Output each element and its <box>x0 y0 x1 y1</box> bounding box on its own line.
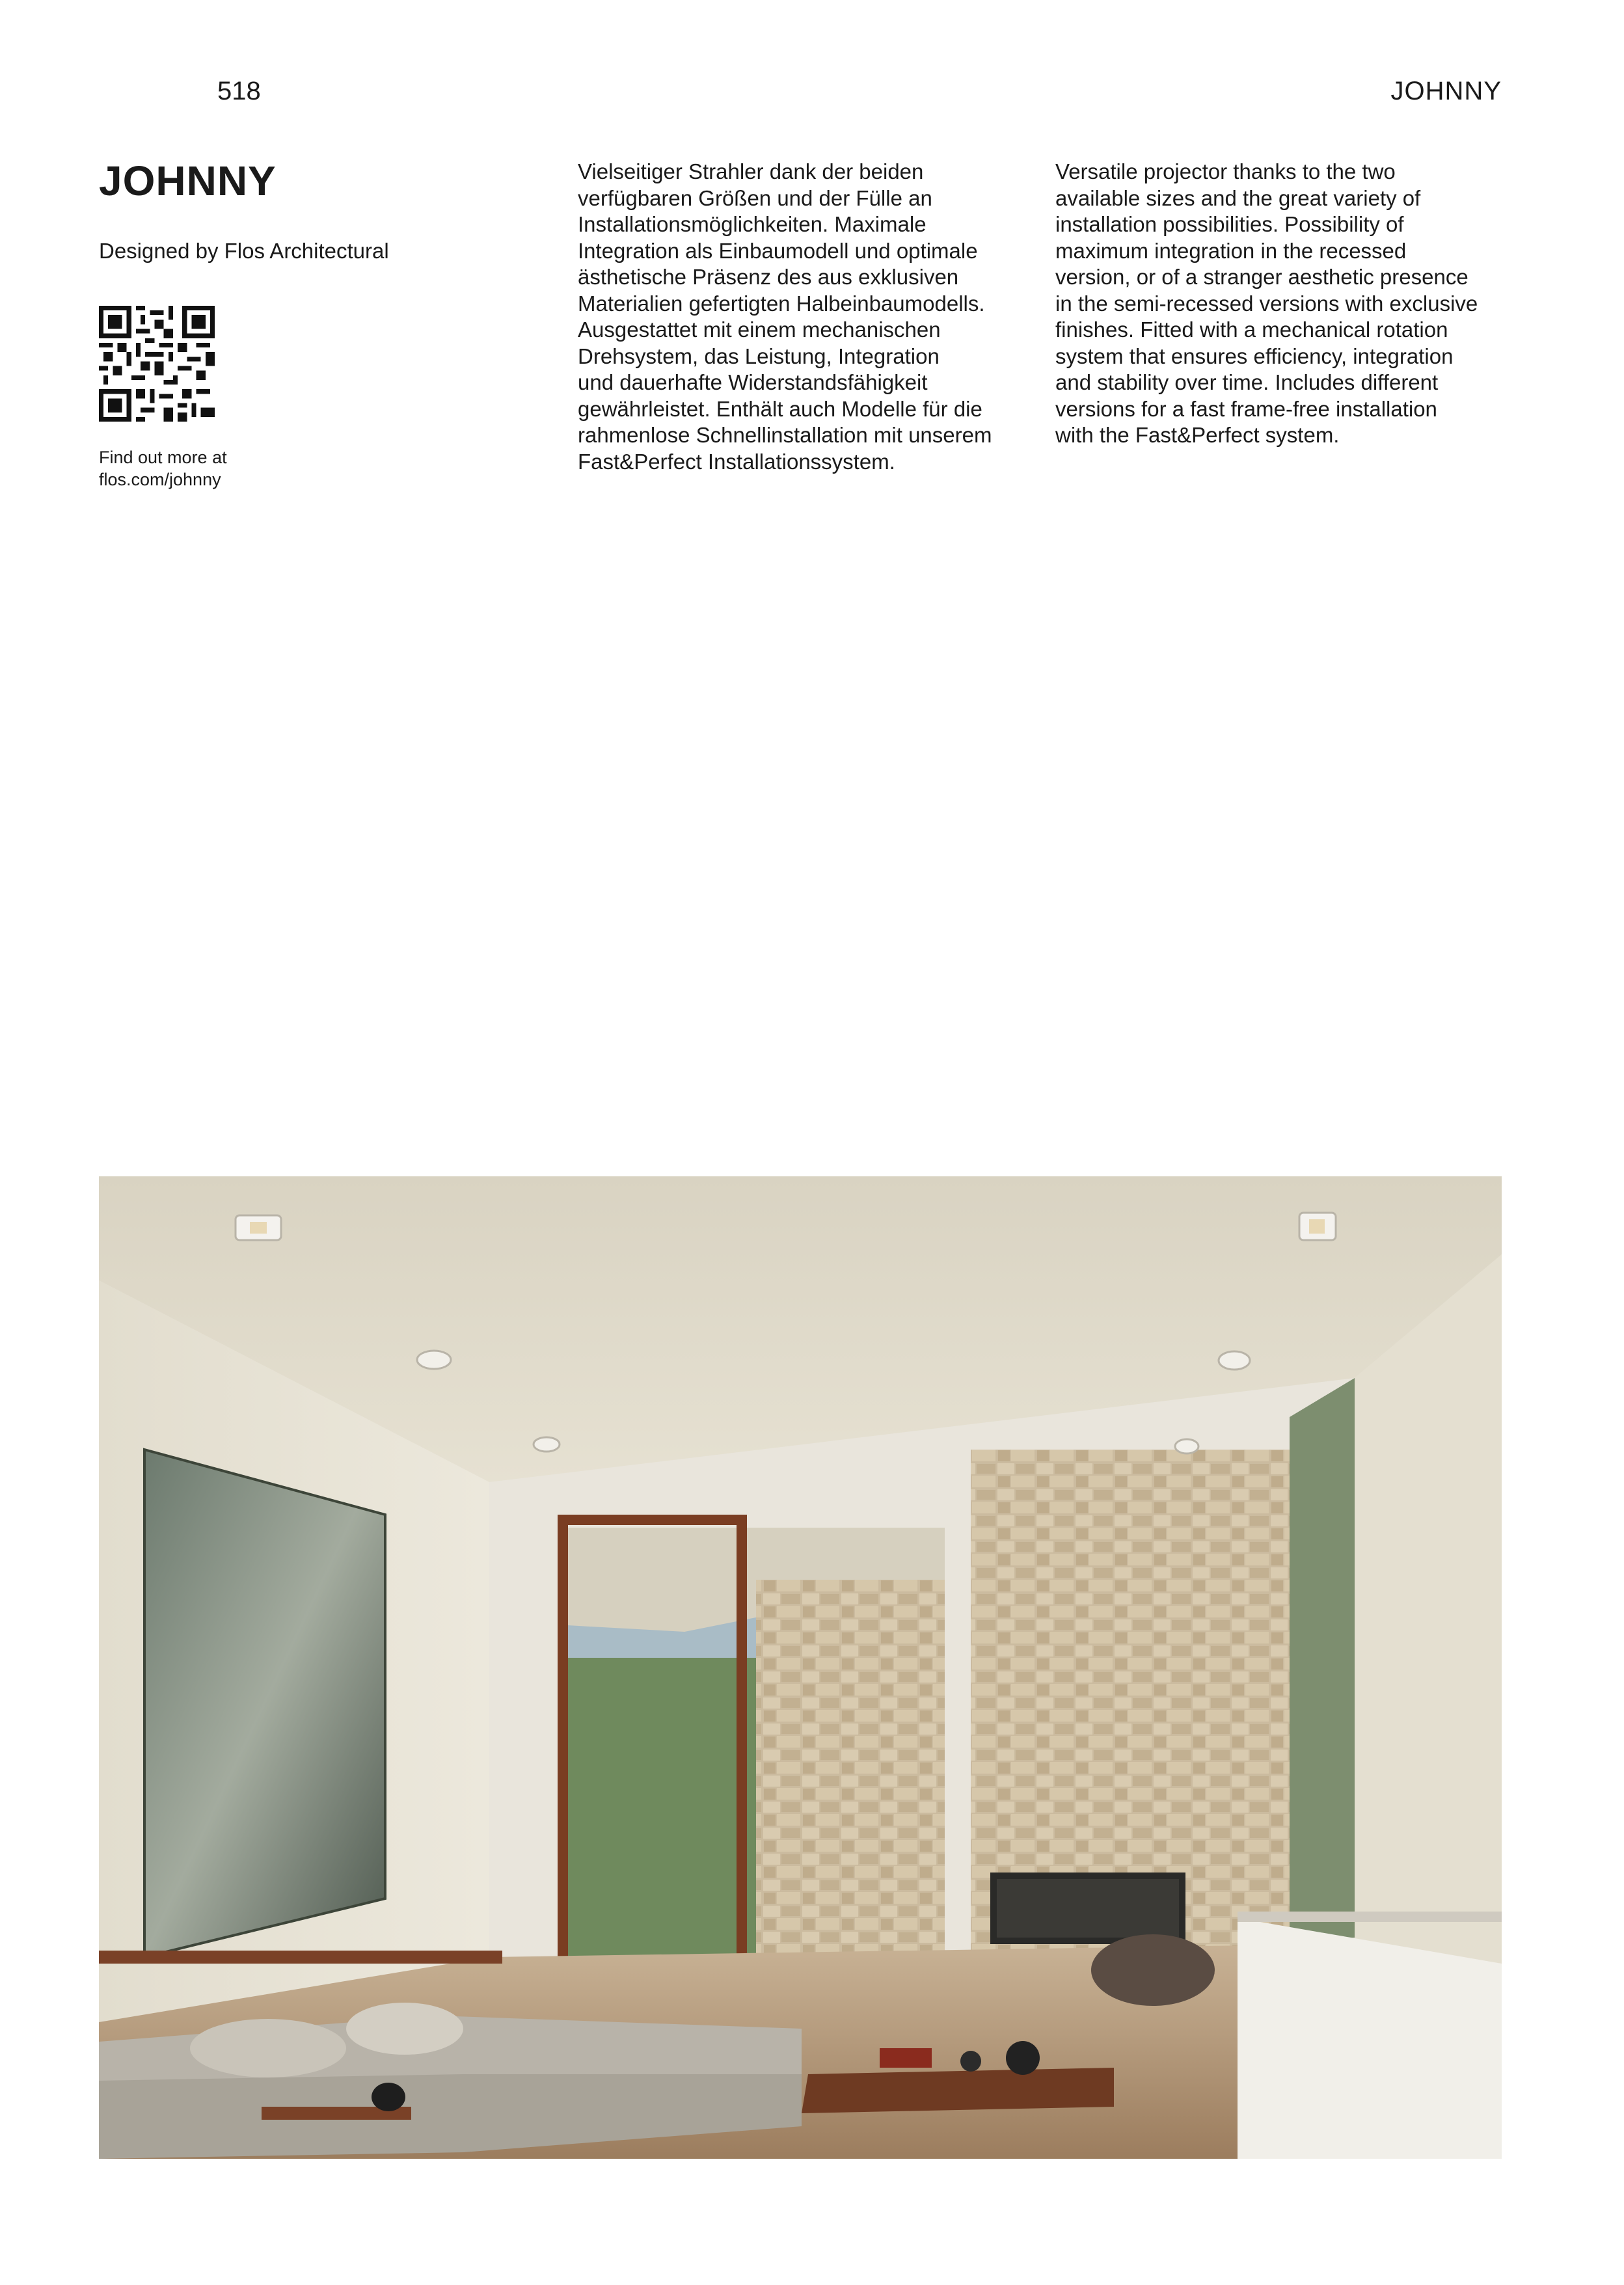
running-title: JOHNNY <box>1390 77 1502 105</box>
text-line: Installationsmöglichkeiten. Maximale <box>578 212 927 236</box>
text-line: Ausgestattet mit einem mechanischen <box>578 318 941 342</box>
text-line: installation possibilities. Possibility of <box>1055 212 1404 236</box>
product-url[interactable]: flos.com/johnny <box>99 470 221 489</box>
description-german <box>578 159 1020 475</box>
text-line: maximum integration in the recessed <box>1055 238 1407 263</box>
text-line: Integration als Einbaumodell und optimale <box>578 238 978 263</box>
text-line: rahmenlose Schnellinstallation mit unserem <box>578 423 992 447</box>
text-line: gewährleistet. Enthält auch Modelle für die <box>578 396 982 421</box>
designer-credit: Designed by Flos Architectural <box>99 239 389 263</box>
text-line: system that ensures efficiency, integration <box>1055 344 1454 368</box>
text-line: version, or of a stranger aesthetic presence <box>1055 265 1468 289</box>
text-line: available sizes and the great variety of <box>1055 185 1421 210</box>
description-english <box>1055 159 1504 449</box>
text-line: Vielseitiger Strahler dank der beiden <box>578 159 924 183</box>
text-line: und dauerhafte Widerstandsfähigkeit <box>578 370 928 394</box>
text-line: ästhetische Präsenz des aus exklusiven <box>578 265 959 289</box>
text-line: Materialien gefertigten Halbeinbaumodells. <box>578 291 985 316</box>
qr-code-icon <box>99 306 215 422</box>
text-line: finishes. Fitted with a mechanical rotation <box>1055 318 1448 342</box>
text-line: Drehsystem, das Leistung, Integration <box>578 344 940 368</box>
text-line: verfügbaren Größen und der Fülle an <box>578 185 932 210</box>
text-line: and stability over time. Includes different <box>1055 370 1439 394</box>
find-out-more <box>99 446 227 491</box>
text-line: in the semi-recessed versions with exclusive <box>1055 291 1478 316</box>
text-line: with the Fast&Perfect system. <box>1055 423 1340 447</box>
page-number: 518 <box>217 77 261 105</box>
living-room-illustration <box>99 1176 1502 2159</box>
text-line: Versatile projector thanks to the two <box>1055 159 1396 183</box>
interior-photo <box>99 1176 1502 2159</box>
product-title: JOHNNY <box>99 157 277 204</box>
find-more-label: Find out more at <box>99 448 227 467</box>
text-line: Fast&Perfect Installationssystem. <box>578 449 895 474</box>
text-line: versions for a fast frame-free installation <box>1055 396 1437 421</box>
